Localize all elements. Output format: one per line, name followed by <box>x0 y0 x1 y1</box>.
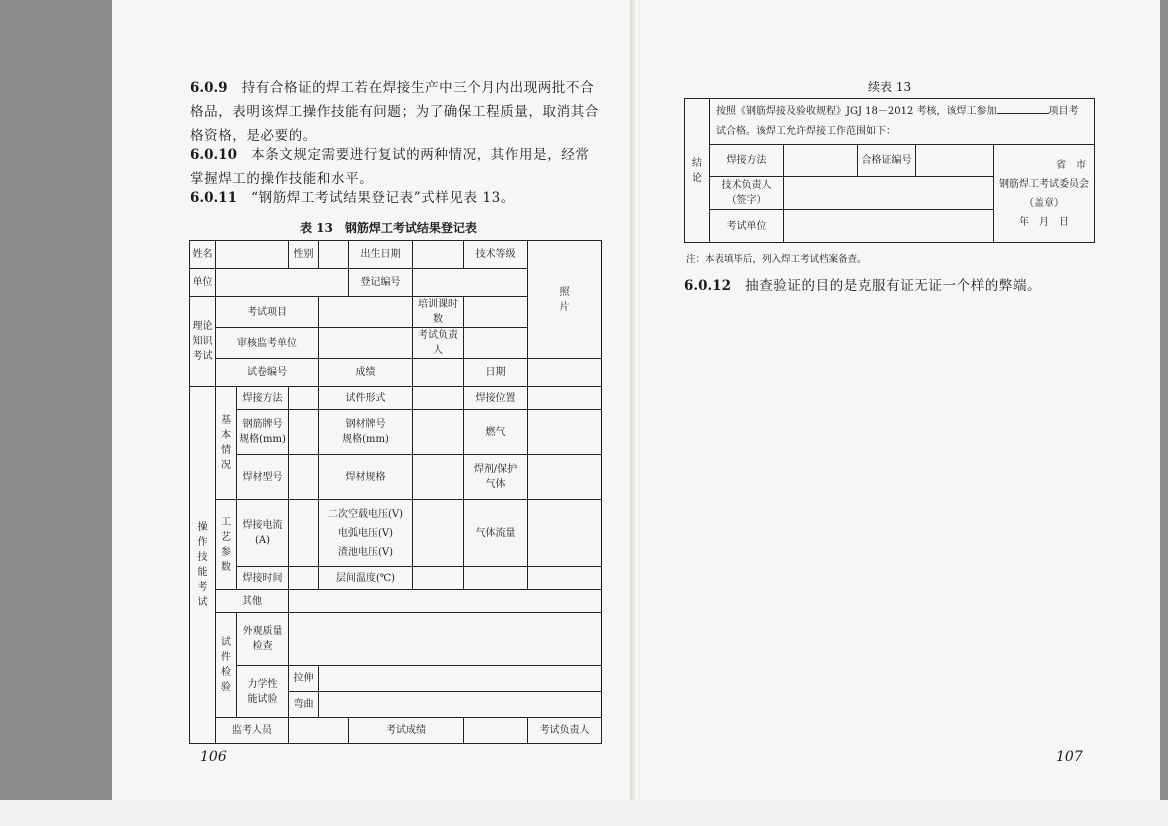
audit-unit-label: 审核监考单位 <box>216 328 319 359</box>
specimen-inspection-group: 试 件 检 验 <box>216 613 237 718</box>
consumable-model-label: 焊材型号 <box>237 455 289 500</box>
theory-exam-group: 理论 知识 考试 <box>190 297 216 387</box>
registration-table <box>189 240 602 744</box>
bending-label: 弯曲 <box>289 692 319 718</box>
weld-method-label: 焊接方法 <box>710 145 784 177</box>
table-note: 注：本表填毕后，列入焊工考试档案备查。 <box>686 254 867 265</box>
date-label: 日期 <box>464 359 528 387</box>
scan-bottom-edge <box>0 800 1168 826</box>
specimen-form-label: 试件形式 <box>319 387 413 410</box>
exam-score-label: 考试成绩 <box>349 718 464 744</box>
blank-underline <box>997 102 1049 114</box>
gas-label: 燃气 <box>464 410 528 455</box>
appearance-label: 外观质量 检查 <box>237 613 289 666</box>
birth-date-label: 出生日期 <box>349 241 413 269</box>
train-hours-label: 培训课时数 <box>413 297 464 328</box>
clause-number: 6.0.9 <box>190 80 228 96</box>
clause-text: 本条文规定需要进行复试的两种情况，其作用是，经常掌握焊工的操作技能和水平。 <box>190 147 590 187</box>
paragraph-6-0-12 <box>684 274 1104 298</box>
basic-info-group: 基 本 情 况 <box>216 387 237 500</box>
current-label: 焊接电流 (A) <box>237 500 289 567</box>
interpass-temp-label: 层间温度(℃) <box>319 567 413 590</box>
weld-method-label: 焊接方法 <box>237 387 289 410</box>
page-number-left: 106 <box>200 749 227 765</box>
reg-no-label: 登记编号 <box>349 269 413 297</box>
photo-box: 照 片 <box>528 241 602 359</box>
flux-gas-label: 焊剂/保护 气体 <box>464 455 528 500</box>
operation-exam-group: 操 作 技 能 考 试 <box>190 387 216 744</box>
conclusion-label: 结 论 <box>685 99 710 243</box>
continued-caption: 续表 13 <box>868 80 912 94</box>
consumable-spec-label: 焊材规格 <box>319 455 413 500</box>
invigilator-label: 监考人员 <box>216 718 289 744</box>
rebar-grade-label: 钢筋牌号 规格(mm) <box>237 410 289 455</box>
clause-number: 6.0.10 <box>190 147 237 163</box>
cert-no-label: 合格证编号 <box>858 145 916 177</box>
clause-text: “钢筋焊工考试结果登记表”式样见表 13。 <box>251 190 515 206</box>
exam-item-label: 考试项目 <box>216 297 319 328</box>
gas-flow-label: 气体流量 <box>464 500 528 567</box>
clause-text: 持有合格证的焊工若在焊接生产中三个月内出现两批不合格品，表明该焊工操作技能有问题；为了确保工程质量，取消其合格资格，是必要的。 <box>190 80 599 144</box>
exam-unit-label: 考试单位 <box>710 210 784 243</box>
other-label: 其他 <box>216 590 289 613</box>
table-caption: 表 13 钢筋焊工考试结果登记表 <box>300 221 477 235</box>
weld-position-label: 焊接位置 <box>464 387 528 410</box>
paragraph-6-0-10 <box>190 143 602 191</box>
tech-lead-label: 技术负责人 （签字） <box>710 177 784 210</box>
tech-grade-label: 技术等级 <box>464 241 528 269</box>
clause-number: 6.0.12 <box>684 278 731 294</box>
tension-label: 拉伸 <box>289 666 319 692</box>
paragraph-6-0-11 <box>190 186 602 210</box>
paper-no-label: 试卷编号 <box>216 359 319 387</box>
clause-text: 抽查验证的目的是克服有证无证一个样的弊端。 <box>745 278 1042 294</box>
page-number-right: 107 <box>1056 749 1083 765</box>
name-label: 姓名 <box>190 241 216 269</box>
unit-label: 单位 <box>190 269 216 297</box>
paragraph-6-0-9 <box>190 76 602 148</box>
score-label: 成绩 <box>319 359 413 387</box>
mech-test-label: 力学性 能试验 <box>237 666 289 718</box>
exam-lead-label: 考试负责人 <box>413 328 464 359</box>
weld-time-label: 焊接时间 <box>237 567 289 590</box>
conclusion-text: 按照《钢筋焊接及验收规程》JGJ 18－2012 考核，该焊工参加 项目考 试合格。该焊工允许焊接工作范围如下： <box>710 99 1095 145</box>
conclusion-table <box>684 98 1095 243</box>
committee-seal: 省 市 钢筋焊工考试委员会 （盖章） 年 月 日 <box>994 145 1095 243</box>
steel-grade-label: 钢材牌号 规格(mm) <box>319 410 413 455</box>
process-params-group: 工 艺 参 数 <box>216 500 237 590</box>
voltage-labels: 二次空载电压(V) 电弧电压(V) 渣池电压(V) <box>319 500 413 567</box>
exam-lead2-label: 考试负责人 <box>528 718 602 744</box>
clause-number: 6.0.11 <box>190 190 237 206</box>
gender-label: 性别 <box>289 241 319 269</box>
